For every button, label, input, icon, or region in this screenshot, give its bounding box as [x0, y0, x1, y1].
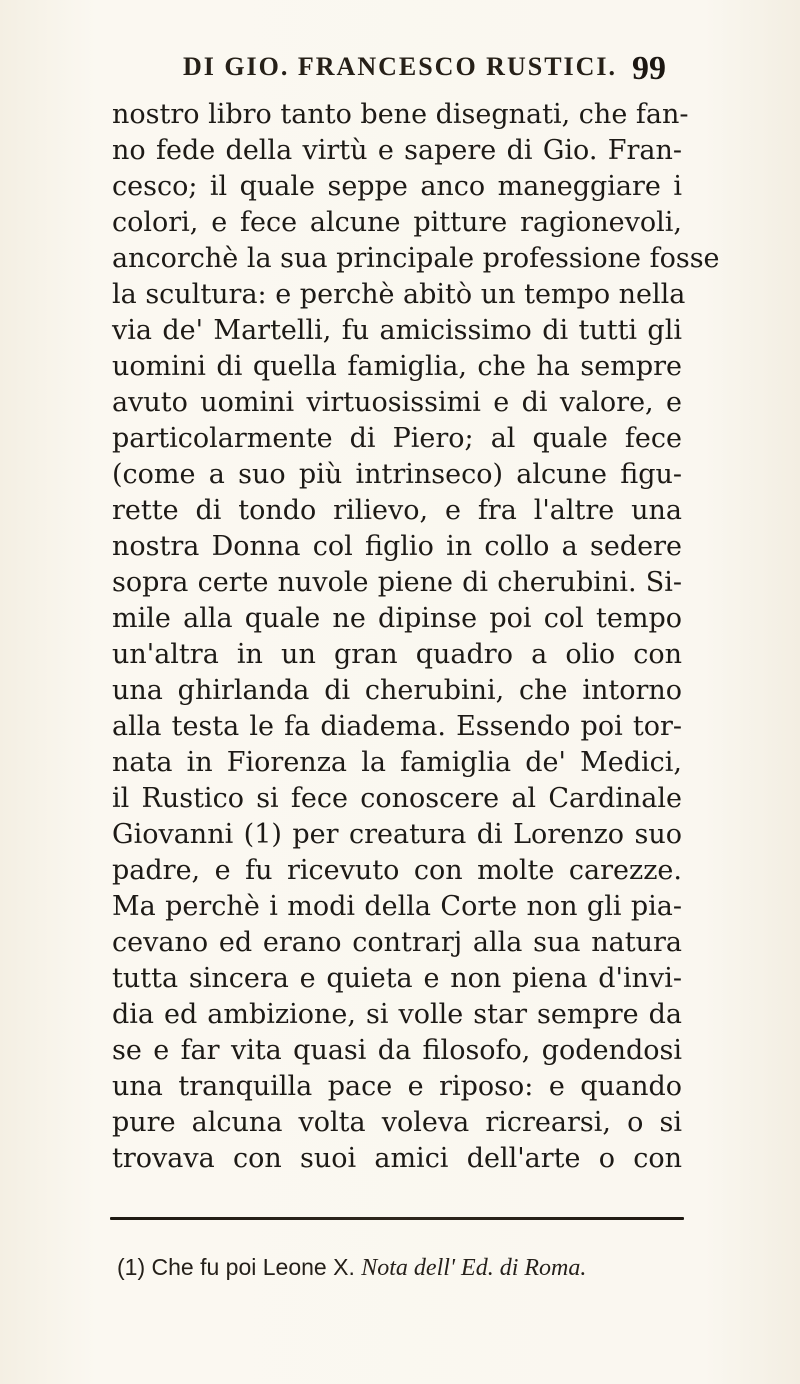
page-header [0, 50, 800, 90]
footnote-marker: (1) [117, 1254, 146, 1280]
footnote-text: Che fu poi Leone X. [151, 1254, 355, 1280]
text-line: Ma perchè i modi della Corte non gli pia- [112, 891, 682, 922]
text-line: Giovanni (1) per creatura di Lorenzo suo [112, 819, 682, 850]
text-line: rette di tondo rilievo, e fra l'altre una [112, 495, 682, 526]
text-line: (come a suo più intrinseco) alcune figu- [112, 459, 682, 490]
footnote [117, 1254, 677, 1282]
text-line: il Rustico si fece conoscere al Cardinale [112, 783, 682, 814]
text-line: no fede della virtù e sapere di Gio. Fran- [112, 135, 682, 166]
text-line: cevano ed erano contrarj alla sua natura [112, 927, 682, 958]
text-line: mile alla quale ne dipinse poi col tempo [112, 603, 682, 634]
text-line: la scultura: e perchè abitò un tempo nella [112, 279, 686, 310]
text-line: via de' Martelli, fu amicissimo di tutti gli [112, 315, 682, 346]
text-line: uomini di quella famiglia, che ha sempre [112, 351, 682, 382]
body-text [112, 97, 720, 1177]
text-line: nostro libro tanto bene disegnati, che fan- [112, 99, 689, 130]
text-line: particolarmente di Piero; al quale fece [112, 423, 682, 454]
text-line: sopra certe nuvole piene di cherubini. Si- [112, 567, 682, 598]
footnote-editor-note: Nota dell' Ed. di Roma. [361, 1255, 587, 1281]
text-line: ancorchè la sua principale professione fosse [112, 243, 720, 274]
text-line: avuto uomini virtuosissimi e di valore, e [112, 387, 682, 418]
text-line: padre, e fu ricevuto con molte carezze. [112, 855, 682, 886]
text-line: dia ed ambizione, si volle star sempre da [112, 999, 682, 1030]
page-number: 99 [632, 50, 666, 87]
text-line: tutta sincera e quieta e non piena d'invi- [112, 963, 682, 994]
text-line: cesco; il quale seppe anco maneggiare i [112, 171, 682, 202]
text-line: pure alcuna volta voleva ricrearsi, o si [112, 1107, 682, 1138]
text-line: se e far vita quasi da filosofo, godendosi [112, 1035, 682, 1066]
text-line: alla testa le fa diadema. Essendo poi tor- [112, 711, 682, 742]
text-line: nata in Fiorenza la famiglia de' Medici, [112, 747, 682, 778]
text-line: trovava con suoi amici dell'arte o con [112, 1143, 682, 1174]
footnote-divider [110, 1217, 684, 1220]
text-line: colori, e fece alcune pitture ragionevoli, [112, 207, 682, 238]
running-title: DI GIO. FRANCESCO RUSTICI. [182, 52, 618, 81]
text-line: un'altra in un gran quadro a olio con [112, 639, 682, 670]
text-line: una tranquilla pace e riposo: e quando [112, 1071, 682, 1102]
text-line: una ghirlanda di cherubini, che intorno [112, 675, 682, 706]
text-line: nostra Donna col figlio in collo a sedere [112, 531, 682, 562]
